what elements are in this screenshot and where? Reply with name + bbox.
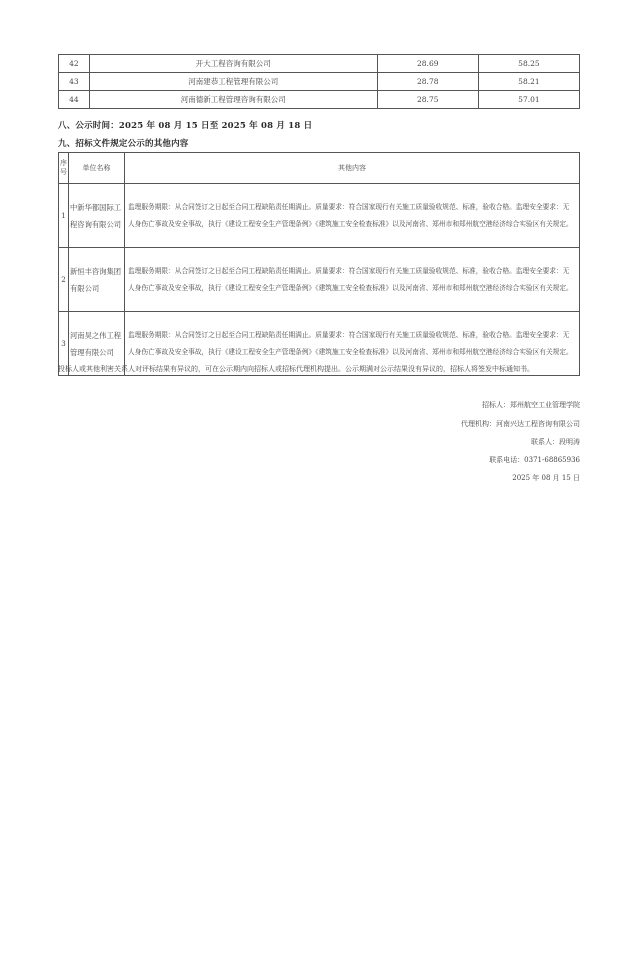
table-header-row: [59, 153, 580, 184]
header-other-content: 其他内容: [125, 153, 580, 184]
table-row: [59, 55, 580, 73]
section-9-heading: 九、招标文件规定公示的其他内容: [58, 139, 189, 149]
rank-score-2: 58.21: [478, 73, 579, 91]
rank-score-1: 28.75: [377, 91, 478, 109]
row-content: 监理服务期限：从合同签订之日起至合同工程缺陷责任期满止。质量要求：符合国家现行有关施工质量验收规范、标准，验收合格。监理安全要求：无人身伤亡事故及安全事故，执行《建设工程安全生产管理条例》《建筑施工安全检查标准》以及河南省、郑州市和郑州航空港经济综合实验区有关规定。: [125, 248, 580, 312]
row-index: 1: [59, 184, 69, 248]
contact-line: 联系人：段明涛: [531, 438, 580, 446]
rank-score-1: 28.78: [377, 73, 478, 91]
table-row: [59, 184, 580, 248]
row-index: 2: [59, 248, 69, 312]
phone-line: 联系电话：0371-68865936: [489, 456, 580, 464]
header-index: 序号: [59, 153, 69, 184]
row-content: 监理服务期限：从合同签订之日起至合同工程缺陷责任期满止。质量要求：符合国家现行有关施工质量验收规范、标准，验收合格。监理安全要求：无人身伤亡事故及安全事故，执行《建设工程安全生产管理条例》《建筑施工安全检查标准》以及河南省、郑州市和郑州航空港经济综合实验区有关规定。: [125, 312, 580, 376]
rank-index: 42: [59, 55, 90, 73]
rank-score-1: 28.69: [377, 55, 478, 73]
row-index: 3: [59, 312, 69, 376]
table-row: [59, 73, 580, 91]
rank-company: 开大工程咨询有限公司: [89, 55, 377, 73]
rank-company: 河南建恭工程管理有限公司: [89, 73, 377, 91]
tenderer-line: 招标人：郑州航空工业管理学院: [482, 401, 580, 409]
header-unit-name: 单位名称: [69, 153, 125, 184]
rank-index: 44: [59, 91, 90, 109]
row-unit-name: 新恒丰咨询集团有限公司: [69, 248, 125, 312]
rank-index: 43: [59, 73, 90, 91]
row-unit-name: 中新华都国际工程咨询有限公司: [69, 184, 125, 248]
ranking-table: [58, 54, 580, 109]
objection-notice: 投标人或其他利害关系人对评标结果有异议的，可在公示期内向招标人或招标代理机构提出。公示期满对公示结果没有异议的，招标人将签发中标通知书。: [58, 365, 534, 373]
rank-score-2: 58.25: [478, 55, 579, 73]
agency-line: 代理机构：河南兴达工程咨询有限公司: [461, 420, 580, 428]
rank-company: 河南德新工程管理咨询有限公司: [89, 91, 377, 109]
row-unit-name: 河南昊之伟工程管理有限公司: [69, 312, 125, 376]
section-8-heading: 八、公示时间：2025 年 08 月 15 日至 2025 年 08 月 18 日: [58, 121, 313, 131]
other-content-table: [58, 152, 580, 376]
table-row: [59, 248, 580, 312]
table-row: [59, 91, 580, 109]
rank-score-2: 57.01: [478, 91, 579, 109]
date-line: 2025 年 08 月 15 日: [512, 474, 580, 482]
row-content: 监理服务期限：从合同签订之日起至合同工程缺陷责任期满止。质量要求：符合国家现行有关施工质量验收规范、标准，验收合格。监理安全要求：无人身伤亡事故及安全事故，执行《建设工程安全生产管理条例》《建筑施工安全检查标准》以及河南省、郑州市和郑州航空港经济综合实验区有关规定。: [125, 184, 580, 248]
